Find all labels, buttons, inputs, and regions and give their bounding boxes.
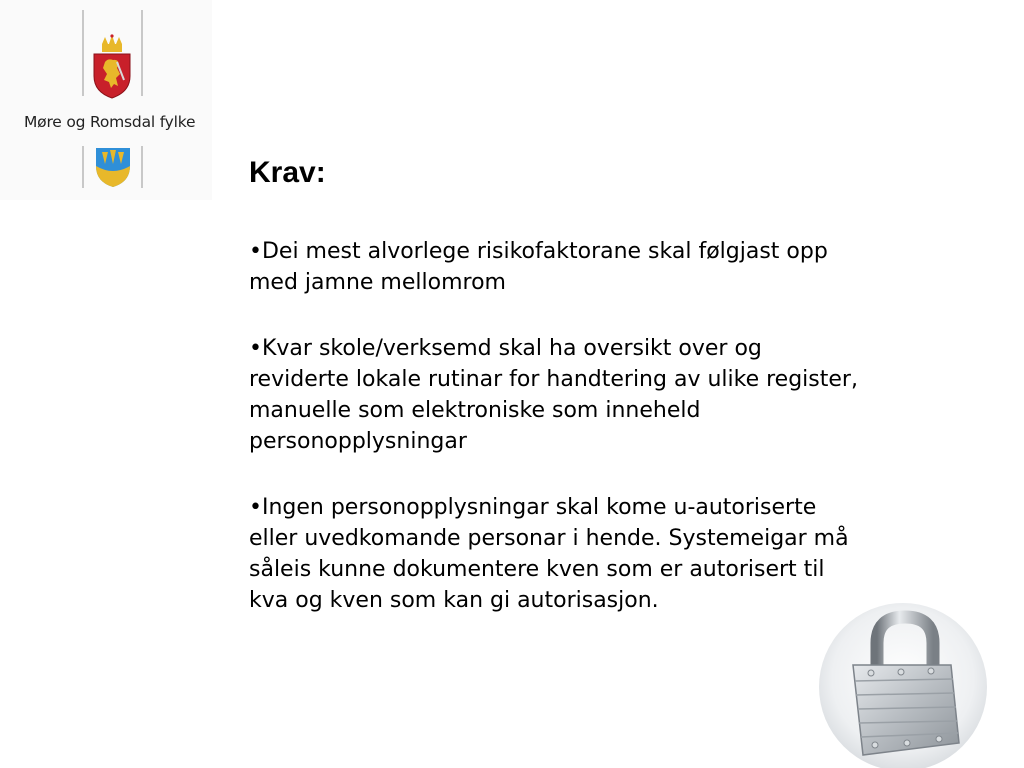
bullet-line: personopplysningar: [249, 429, 467, 454]
logo-divider-left-bottom: [82, 146, 84, 188]
logo-divider-right-top: [141, 10, 143, 96]
bullet-line: reviderte lokale rutinar for handtering av ulike register,: [249, 367, 858, 392]
county-shield-crest-icon: [94, 146, 132, 188]
logo-divider-left-top: [82, 10, 84, 96]
padlock-icon: [819, 603, 987, 768]
bullet-line: •Kvar skole/verksemd skal ha oversikt over og: [249, 336, 762, 361]
bullet-line: manuelle som elektroniske som inneheld: [249, 398, 701, 423]
norway-lion-crest-icon: [90, 34, 134, 100]
logo-divider-right-bottom: [141, 146, 143, 188]
bullet-item: [249, 333, 989, 457]
bullet-line: eller uvedkomande personar i hende. Systemeigar må: [249, 526, 849, 551]
slide-title: Krav:: [249, 156, 326, 189]
bullet-line: •Ingen personopplysningar skal kome u-autoriserte: [249, 495, 817, 520]
bullet-item: [249, 492, 989, 616]
bullet-item: [249, 236, 989, 298]
bullet-line: •Dei mest alvorlege risikofaktorane skal følgjast opp: [249, 239, 828, 264]
county-logo: [0, 0, 212, 200]
bullet-line: såleis kunne dokumentere kven som er autorisert til: [249, 557, 825, 582]
bullet-line: med jamne mellomrom: [249, 270, 506, 295]
bullet-line: kva og kven som kan gi autorisasjon.: [249, 588, 659, 613]
bullet-list: [249, 236, 989, 651]
organization-name: Møre og Romsdal fylke: [24, 113, 196, 131]
